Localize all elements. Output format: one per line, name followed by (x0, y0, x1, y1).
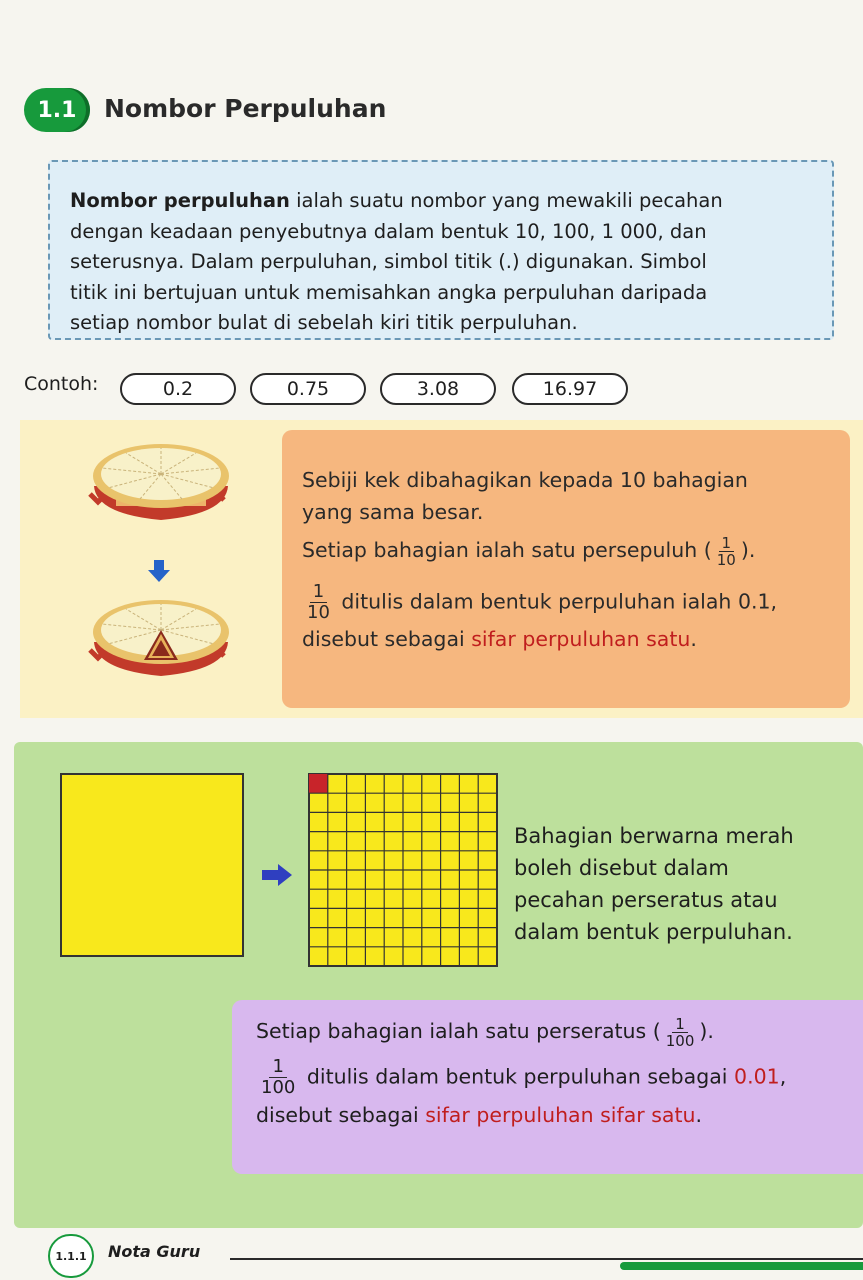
fraction-one-tenth-large (304, 582, 333, 623)
teacher-note-label: Nota Guru (108, 1242, 201, 1261)
fraction-numerator: 1 (310, 582, 327, 603)
note-divider (230, 1258, 863, 1260)
tenths-line2: yang sama besar. (302, 500, 484, 524)
tenths-line3-text: Setiap bahagian ialah satu persepuluh ( (302, 538, 712, 562)
section-number-badge: 1.1 (24, 88, 90, 132)
hundredths-desc-line1: Bahagian berwarna merah (514, 824, 794, 848)
tenths-line4-text: ditulis dalam bentuk perpuluhan ialah 0.1, (334, 589, 778, 613)
whole-cake-icon (86, 434, 236, 534)
fraction-denominator: 100 (261, 1076, 296, 1098)
definition-line3: seterusnya. Dalam perpuluhan, simbol titik (.) digunakan. Simbol (70, 250, 707, 273)
fraction-denominator: 10 (716, 550, 736, 569)
hundredths-value: 0.01 (734, 1064, 780, 1088)
tenths-line3-end: ). (740, 538, 756, 562)
tenths-explanation-box (282, 430, 850, 708)
whole-square (60, 773, 244, 957)
fraction-numerator: 1 (719, 535, 735, 552)
example-pill: 16.97 (512, 373, 628, 405)
hundredths-line2 (256, 1057, 863, 1098)
hundredths-highlight: sifar perpuluhan sifar satu (425, 1102, 696, 1127)
fraction-denominator: 100 (665, 1031, 695, 1050)
fraction-numerator: 1 (672, 1016, 688, 1033)
example-pill: 3.08 (380, 373, 496, 405)
definition-text (70, 186, 810, 339)
example-pill: 0.2 (120, 373, 236, 405)
tenths-line4 (302, 582, 832, 623)
section-title: Nombor Perpuluhan (104, 94, 387, 123)
tenths-highlight: sifar perpuluhan satu (471, 626, 691, 651)
example-pill: 0.75 (250, 373, 366, 405)
hundredths-line2-end: , (779, 1064, 787, 1088)
hundredths-line1-end: ). (699, 1019, 714, 1043)
hundredths-line1 (256, 1014, 863, 1049)
down-arrow-icon (146, 558, 172, 584)
hundredths-line1-text: Setiap bahagian ialah satu perseratus ( (256, 1019, 661, 1043)
tenths-line5-end: . (690, 626, 697, 651)
definition-term: Nombor perpuluhan (70, 189, 290, 212)
hundredths-desc-line3: pecahan perseratus atau (514, 888, 778, 912)
note-accent-bar (620, 1262, 863, 1270)
tenths-line1: Sebiji kek dibahagikan kepada 10 bahagian (302, 468, 748, 492)
fraction-denominator: 10 (307, 601, 330, 623)
definition-line2: dengan keadaan penyebutnya dalam bentuk 10, 100, 1 000, dan (70, 219, 707, 243)
tenths-line5 (302, 623, 832, 655)
hundredths-line3 (256, 1098, 863, 1132)
tenths-line3 (302, 534, 832, 568)
tenths-line5-text: disebut sebagai (302, 626, 472, 651)
definition-line5: setiap nombor bulat di sebelah kiri titik perpuluhan. (70, 311, 578, 334)
hundredths-desc-line2: boleh disebut dalam (514, 856, 729, 880)
fraction-one-hundredth-large (258, 1057, 298, 1098)
examples-label: Contoh: (24, 373, 99, 395)
definition-box (48, 160, 834, 340)
hundredths-line3-text: disebut sebagai (256, 1102, 426, 1127)
hundred-grid (308, 773, 498, 967)
hundredths-explanation-box (232, 1000, 863, 1174)
fraction-numerator: 1 (269, 1057, 286, 1078)
hundredths-description (514, 820, 854, 948)
fraction-one-tenth (714, 535, 739, 568)
fraction-one-hundredth (663, 1016, 698, 1049)
sliced-cake-icon (86, 590, 236, 690)
definition-line4: titik ini bertujuan untuk memisahkan angka perpuluhan daripada (70, 280, 708, 304)
hundredths-line2-text: ditulis dalam bentuk perpuluhan sebagai (300, 1064, 735, 1088)
definition-line1: ialah suatu nombor yang mewakili pecahan (289, 189, 723, 212)
hundredths-desc-line4: dalam bentuk perpuluhan. (514, 920, 793, 944)
right-arrow-icon (260, 862, 294, 888)
footer-code-badge: 1.1.1 (48, 1234, 94, 1278)
hundredths-line3-end: . (695, 1102, 703, 1127)
